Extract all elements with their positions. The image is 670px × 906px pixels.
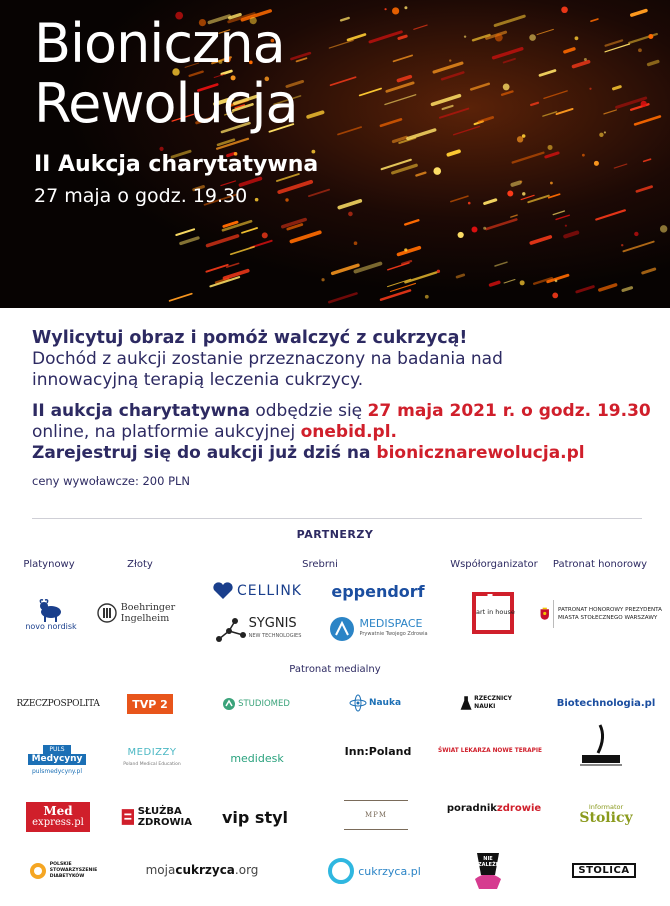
puls-label: PULS <box>43 745 70 754</box>
platform-line <box>32 422 652 443</box>
cukrzyca-pl-logo[interactable] <box>326 856 422 886</box>
medispace-icon <box>328 615 356 643</box>
auction-info <box>32 328 652 488</box>
nauka-text: Nauka <box>368 698 402 708</box>
diabetes-assoc-line-3: DIABETYKÓW <box>49 874 85 879</box>
info-headline: Wylicytuj obraz i pomóż walczyć z cukrzycą! <box>32 328 468 348</box>
innpoland-logo[interactable]: Inn:Poland <box>344 744 412 758</box>
medispace-name: MEDISPACE <box>359 617 423 630</box>
niezalezni-text: NIE ZALEŻNI <box>478 856 502 868</box>
moja-cukrzyca-logo[interactable] <box>146 860 258 880</box>
niezalezni-logo[interactable] <box>468 848 508 892</box>
rzecznicy-text <box>474 695 512 711</box>
media-patronage-heading: Patronat medialny <box>289 664 381 675</box>
rzecznicy-line-2: NAUKI <box>474 703 496 710</box>
informator-stolicy-logo[interactable] <box>574 796 638 830</box>
stolica-text: STOLICA <box>572 863 635 878</box>
sygnis-logo[interactable] <box>206 614 310 646</box>
novo-text: novo nordisk <box>25 621 77 631</box>
info-body-line-2: innowacyjną terapią leczenia cukrzycy. <box>32 370 364 390</box>
medizzy-logo[interactable] <box>118 746 186 772</box>
publisher-emblem-logo[interactable] <box>574 722 628 768</box>
medizzy-name: MEDIZZY <box>127 747 177 758</box>
category-coorganizer: Współorganizator <box>450 559 538 570</box>
studiomed-text: STUDIOMED <box>238 699 290 709</box>
book-feather-icon <box>576 723 626 767</box>
boehringer-icon <box>97 602 117 624</box>
zdrowie-text: zdrowie <box>496 802 542 814</box>
patronage-text <box>558 606 662 622</box>
event-connector: odbędzie się <box>249 401 368 421</box>
medycyny-label: Medycyny <box>28 754 87 765</box>
info-body-line-1: Dochód z aukcji zostanie przeznaczony na badania nad <box>32 349 503 369</box>
sluzba-line-2: ZDROWIA <box>137 817 192 828</box>
warsaw-patronage-logo[interactable] <box>540 598 662 630</box>
medexpress-logo[interactable] <box>26 802 90 832</box>
cukrzyca-ring-icon <box>327 857 355 885</box>
category-platinum: Platynowy <box>23 559 75 570</box>
medizzy-tagline: Poland Medical Education <box>123 762 181 767</box>
event-subtitle: II Aukcja charytatywna <box>34 152 319 177</box>
register-link[interactable]: bionicznarewolucja.pl <box>376 443 585 463</box>
poradnik-text: poradnik <box>446 802 497 814</box>
starting-prices: ceny wywoławcze: 200 PLN <box>32 474 191 488</box>
novo-nordisk-logo[interactable] <box>22 594 80 634</box>
platform-text: online, na platformie aukcyjnej <box>32 422 301 442</box>
title-line-1: Bioniczna <box>34 12 285 75</box>
warsaw-coat-of-arms-icon <box>540 602 549 626</box>
sluzba-line-1: SŁUŻBA <box>137 806 182 817</box>
medexpress-line-1: Med <box>43 804 73 818</box>
diabetes-assoc-line-1: POLSKIE <box>49 862 72 867</box>
category-gold: Złoty <box>127 559 153 570</box>
title-line-2: Rewolucja <box>34 72 298 135</box>
nauka-logo[interactable] <box>346 691 404 715</box>
medispace-tagline: Prywatnie Twojego Zdrowia <box>359 631 428 637</box>
event-date: 27 maja o godz. 19.30 <box>34 185 248 207</box>
boehringer-logo[interactable] <box>94 600 178 626</box>
medexpress-line-2: express.pl <box>32 817 84 828</box>
medispace-text <box>359 618 427 640</box>
moja-text: moja <box>145 863 176 877</box>
apis-bull-icon <box>38 598 64 622</box>
org-text: .org <box>234 863 259 877</box>
rzeczpospolita-logo[interactable]: RZECZPOSPOLITA <box>16 699 100 709</box>
swiat-lekarza-logo[interactable]: ŚWIAT LEKARZA NOWE TERAPIE <box>438 748 542 754</box>
medispace-logo[interactable] <box>326 614 430 644</box>
sygnis-text <box>249 618 302 642</box>
rzecznicy-nauki-logo[interactable] <box>460 688 512 718</box>
atom-icon <box>349 694 367 712</box>
boehringer-line-2: Ingelheim <box>120 613 170 624</box>
sygnis-tagline: NEW TECHNOLOGIES <box>248 633 302 639</box>
cukrzyca-text: cukrzyca <box>175 863 235 877</box>
biotechnologia-text: Biotechnologia.pl <box>556 697 656 709</box>
divider <box>32 518 642 519</box>
category-honorary: Patronat honorowy <box>552 559 648 570</box>
register-text: Zarejestruj się do aukcji już dziś na <box>32 443 377 463</box>
studiomed-logo[interactable] <box>218 694 294 714</box>
cellink-text: CELLINK <box>236 583 302 599</box>
event-datetime: 27 maja 2021 r. o godz. 19.30 <box>367 401 651 421</box>
stolicy-label: Stolicy <box>579 810 633 826</box>
cukrzyca-pl-text: cukrzyca.pl <box>358 864 421 878</box>
art-in-house-logo[interactable] <box>468 588 518 638</box>
biotechnologia-logo[interactable] <box>556 693 654 713</box>
event-line <box>32 401 652 422</box>
onebid-link[interactable]: onebid.pl. <box>300 422 397 442</box>
medidesk-logo[interactable]: medidesk <box>230 751 284 765</box>
eppendorf-logo[interactable]: eppendorf <box>331 581 425 601</box>
heart-icon <box>212 582 234 600</box>
sluzba-zdrowia-logo[interactable] <box>120 802 192 832</box>
patronage-line-1: PATRONAT HONOROWY PREZYDENTA <box>558 607 662 613</box>
sluzba-icon <box>120 806 136 828</box>
flask-icon <box>460 690 472 716</box>
poradnik-zdrowie-logo[interactable] <box>446 798 542 818</box>
category-silver: Srebrni <box>302 559 338 570</box>
register-line <box>32 443 652 464</box>
patronage-line-2: MIASTA STOŁECZNEGO WARSZAWY <box>558 615 658 621</box>
polskie-stowarzyszenie-diabetykow-logo[interactable] <box>28 858 98 884</box>
separator-line <box>553 600 554 628</box>
stolica-logo[interactable] <box>568 860 640 880</box>
tvp2-logo[interactable]: TVP 2 <box>127 694 173 714</box>
molecule-icon <box>215 615 249 645</box>
puls-url: pulsmedycyny.pl <box>31 767 83 775</box>
vip-styl-logo[interactable]: vip styl <box>221 807 289 827</box>
studiomed-icon <box>222 697 236 711</box>
event-name: II aukcja charytatywna <box>32 401 250 421</box>
diabetes-association-icon <box>29 862 47 880</box>
sygnis-name: SYGNIS <box>248 616 297 631</box>
diabetes-association-text <box>50 862 97 880</box>
boehringer-text <box>121 602 175 624</box>
informator-label: Informator <box>588 803 624 811</box>
diabetes-assoc-line-2: STOWARZYSZENIE <box>49 868 98 873</box>
mpm-logo[interactable]: MPM <box>344 800 408 830</box>
event-title <box>34 14 298 134</box>
rzecznicy-line-1: RZECZNICY <box>474 695 512 702</box>
sluzba-text <box>138 806 192 828</box>
partners-heading: PARTNERZY <box>296 528 374 541</box>
boehringer-line-1: Boehringer <box>120 602 176 613</box>
hero-banner <box>0 0 670 308</box>
art-in-house-text: art in house <box>476 608 515 616</box>
cellink-logo[interactable] <box>200 580 314 602</box>
puls-medycyny-logo[interactable] <box>28 744 86 776</box>
